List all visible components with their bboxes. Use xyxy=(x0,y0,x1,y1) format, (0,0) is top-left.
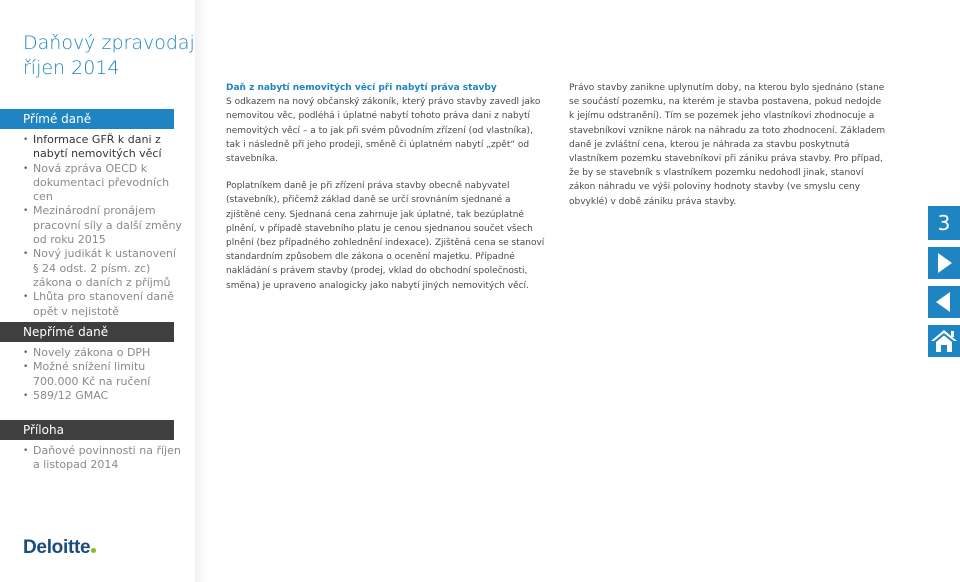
article-column-1 xyxy=(226,81,546,306)
article-heading: Daň z nabytí nemovitých věcí při nabytí práva stavby xyxy=(226,83,497,93)
nav-item-gmac[interactable]: • 589/12 GMAC xyxy=(23,389,183,403)
section-header-direct-taxes[interactable]: Přímé daně xyxy=(0,109,174,129)
nav-item-gfr-information[interactable]: • Informace GFŘ k dani z nabytí nemovitých věcí xyxy=(23,133,183,162)
page-number: 3 xyxy=(928,206,960,240)
nav-item-oecd-report[interactable]: • Nová zpráva OECD k dokumentaci převodních cen xyxy=(23,162,183,205)
sidebar xyxy=(0,0,195,582)
logo-text: Deloitte xyxy=(23,537,91,558)
nav-item-tax-obligations[interactable]: • Daňové povinnosti na říjen a listopad 2014 xyxy=(23,444,183,473)
home-icon xyxy=(928,325,960,357)
section-header-indirect-taxes[interactable]: Nepřímé daně xyxy=(0,322,174,342)
logo-green-dot xyxy=(91,548,96,553)
next-page-button[interactable] xyxy=(928,247,960,279)
article-paragraph-1: S odkazem na nový občanský zákoník, který právo stavby zavedl jako nemovitou věc, podléhá i úplatné nabytí tohoto práva dani z nabytí nemovitých věcí – a to jak při svém původním zřízení (od vlastníka), tak i následně při jeho prodeji, směně či úplatném nabytí „zpět“ od stavebníka. xyxy=(226,97,541,165)
article-column-2 xyxy=(569,81,889,222)
article-paragraph-3: Právo stavby zanikne uplynutím doby, na kterou bylo sjednáno (stane se součástí pozemku, na kterém je stavba postavena, pokud nedojde k jejímu odstranění). Tím se pozemek jeho vlastníkovi zhodnocuje a stavebníkovi vznikne nárok na náhradu za toto zhodnocení. Základem daně je zvláštní cena, kterou je náhrada za stavbu poskytnutá vlastníkem pozemku stavebníkovi při zániku práva stavby. Pro případ, že by se stavebník s vlastníkem pozemku nedohodl jinak, stanoví zákon náhradu ve výši poloviny hodnoty stavby (ve smyslu ceny obvyklé) v době zániku práva stavby. xyxy=(569,83,886,207)
publication-title-line2: říjen 2014 xyxy=(23,57,120,79)
article-paragraph-2: Poplatníkem daně je při zřízení práva stavby obecně nabyvatel (stavebník), přičemž základ daně se určí srovnáním sjednané a zjištěné ceny. Sjednaná cena zahrnuje jak úplatné, tak bezúplatné plnění, v případě stavebního platu je cenou sjednanou součet všech plnění (bez případného zohlednění indexace). Zjištěná cena se stanoví standardním způsobem dle zákona o ocenění majetku. Případné nakládání s právem stavby (prodej, vklad do obchodní společnosti, směna) je upraveno analogicky jako nabytí jiných nemovitých věcí. xyxy=(226,181,545,291)
nav-item-vat-amendments[interactable]: • Novely zákona o DPH xyxy=(23,346,183,360)
previous-page-button[interactable] xyxy=(928,286,960,318)
home-button[interactable] xyxy=(928,325,960,357)
direct-taxes-list xyxy=(23,133,183,319)
publication-title xyxy=(23,31,195,81)
play-left-icon xyxy=(928,286,960,318)
play-right-icon xyxy=(928,247,960,279)
section-header-appendix[interactable]: Příloha xyxy=(0,420,174,440)
deloitte-logo xyxy=(23,537,96,559)
indirect-taxes-list xyxy=(23,346,183,403)
publication-title-line1: Daňový zpravodaj xyxy=(23,32,195,54)
sidebar-shadow xyxy=(195,0,209,582)
nav-item-new-judgment[interactable]: • Nový judikát k ustanovení § 24 odst. 2 písm. zc) zákona o daních z příjmů xyxy=(23,247,183,290)
appendix-list xyxy=(23,444,183,473)
nav-item-tax-deadline[interactable]: • Lhůta pro stanovení daně opět v nejistotě xyxy=(23,290,183,319)
nav-item-international-hiring[interactable]: • Mezinárodní pronájem pracovní síly a další změny od roku 2015 xyxy=(23,204,183,247)
nav-item-limit-reduction[interactable]: • Možné snížení limitu 700.000 Kč na ručení xyxy=(23,360,183,389)
